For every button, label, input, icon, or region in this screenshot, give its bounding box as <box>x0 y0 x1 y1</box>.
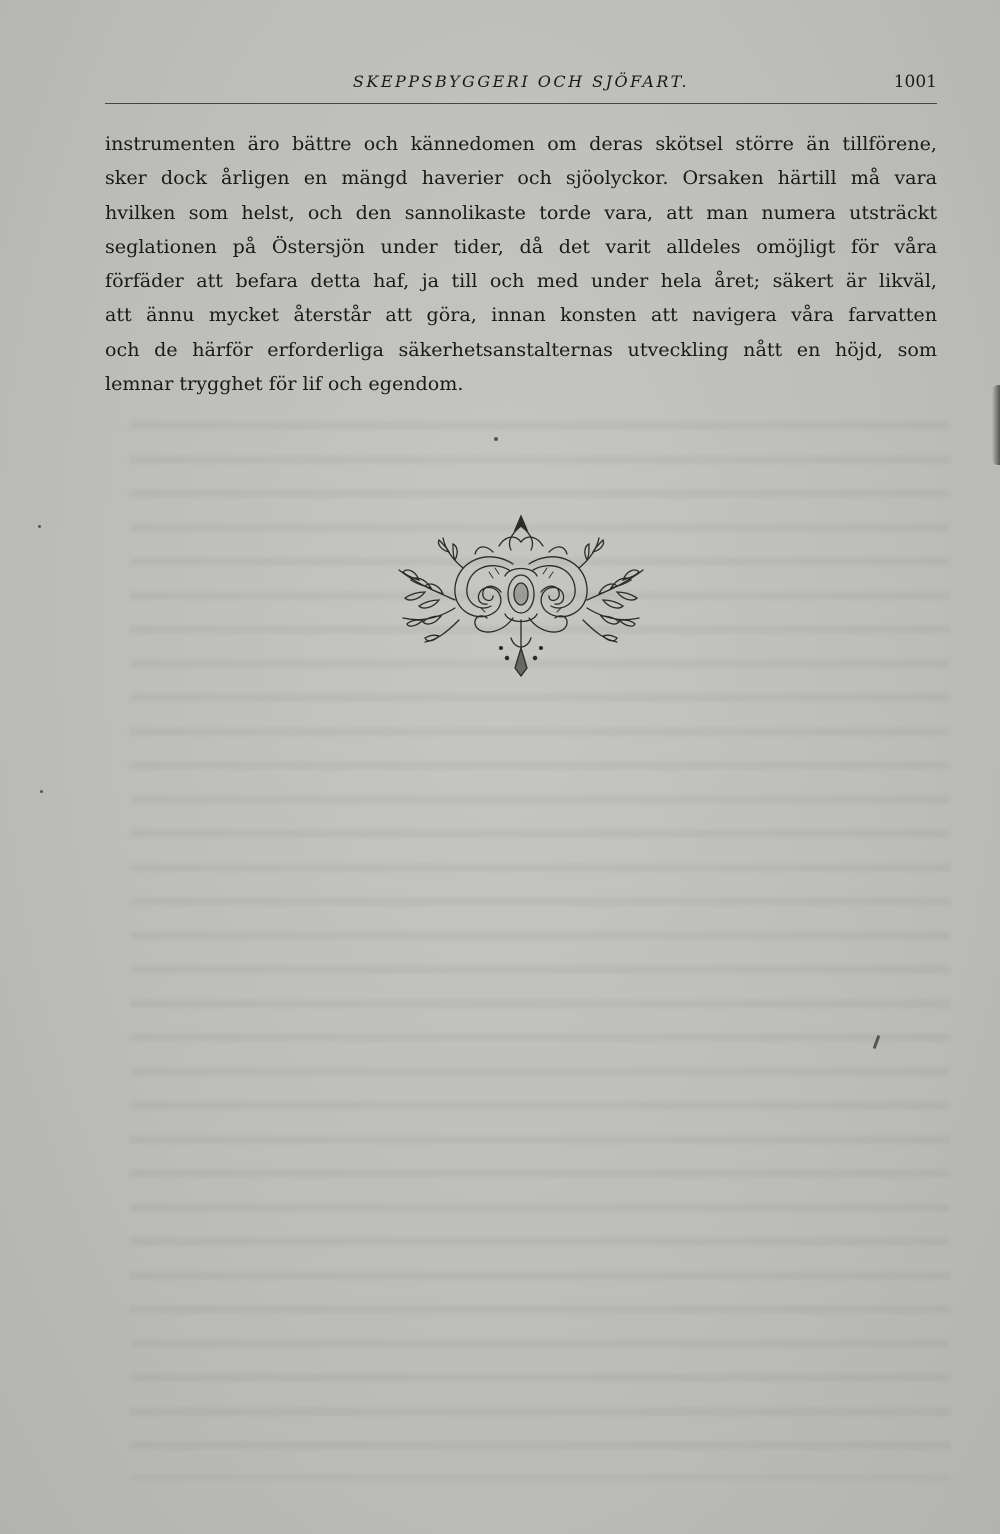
body-paragraph <box>105 127 937 401</box>
paper-speck <box>38 525 41 528</box>
text-line: seglationen på Östersjön under tider, då det varit alldeles omöjligt för våra <box>105 234 937 258</box>
floral-scroll-ornament-icon <box>393 508 649 688</box>
text-line: förfäder att befara detta haf, ja till och med under hela året; säkert är likväl, <box>105 269 937 293</box>
header-rule <box>105 103 937 104</box>
page-edge-shadow <box>992 385 1000 465</box>
text-line: instrumenten äro bättre och kännedomen om deras skötsel större än tillförene, <box>105 132 937 155</box>
text-line: och de härför erforderliga säkerhetsanstalternas utveckling nått en höjd, som <box>105 337 937 361</box>
text-line: hvilken som helst, och den sannolikaste torde vara, att man numera utsträckt <box>105 200 937 224</box>
text-line: att ännu mycket återstår att göra, innan konsten att navigera våra farvatten <box>105 303 937 327</box>
paper-speck <box>40 790 43 793</box>
paper-speck <box>494 437 498 441</box>
text-line: lemnar trygghet för lif och egendom. <box>105 372 464 396</box>
running-title: SKEPPSBYGGERI OCH SJÖFART. <box>352 72 690 91</box>
page-number: 1001 <box>893 72 937 92</box>
running-head <box>105 72 937 102</box>
text-line: sker dock årligen en mängd haverier och sjöolyckor. Orsaken härtill må vara <box>105 166 937 190</box>
